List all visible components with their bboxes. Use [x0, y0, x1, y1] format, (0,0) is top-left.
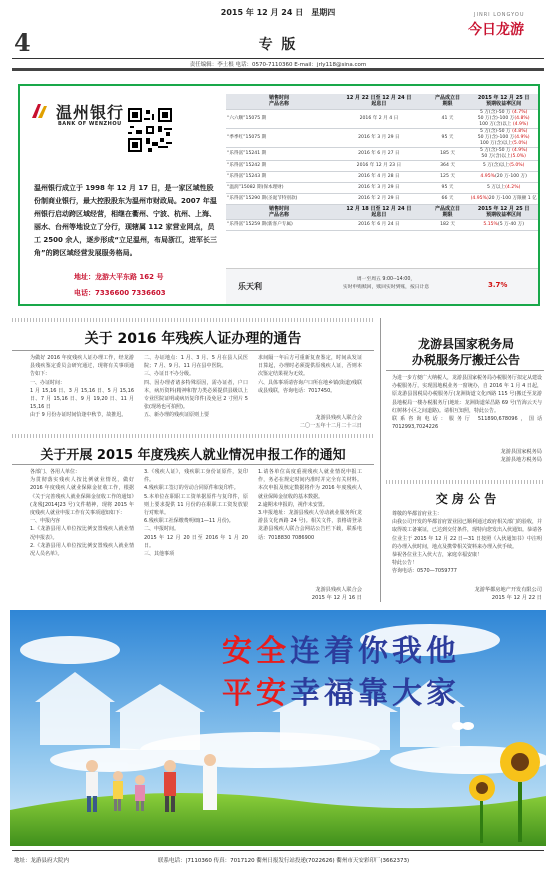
table-cell-name: “乐得富”15290 期(圣诞节特别款) [226, 193, 332, 204]
table-cell-rates [469, 128, 538, 147]
table-header-cell: 产品成立日 期限 [426, 94, 470, 109]
notice1-title: 关于 2016 年残疾人证办理的通告 [84, 331, 302, 347]
table-header-cell: 产品成立日 期限 [426, 204, 470, 219]
header-rule [12, 58, 544, 59]
bank-name-en: BANK OF WENZHOU [58, 121, 122, 127]
table-row [226, 109, 538, 128]
bank-logo-icon [30, 102, 50, 122]
table-row [226, 128, 538, 147]
banner-line-1: 安全连着你我他 [222, 634, 460, 669]
issue-date: 2015 年 12 月 24 日 星期四 [220, 8, 336, 17]
divider [12, 464, 374, 465]
transfer-notice-signature: 龙游华都房地产开发有限公司 2015 年 12 月 22 日 [474, 587, 542, 601]
table-cell-name: “乐得富”15241 期 [226, 147, 332, 160]
table-row [226, 160, 538, 171]
rate-line: 5 万以上(4.2%) [486, 184, 521, 190]
table-header-row [226, 94, 538, 109]
footer-contact: 联系电话：|7110360 传真：7017120 衢州日报发行站投递(7022626) 衢州市天安彩印厂(3662373) [158, 858, 410, 864]
rate-line: 5 万(含)-50 万 (4.7%) [479, 109, 528, 115]
rate-line: (4.95%)20 万-100 万限额 1 亿 [470, 195, 537, 201]
table-row [226, 219, 538, 230]
header-rule-thick [12, 68, 544, 71]
divider [386, 370, 544, 371]
table-cell-date: 2016 年 12 月 23 日 [332, 160, 426, 171]
table-row [226, 193, 538, 204]
table-cell-date: 2016 年 6 月 24 日 [332, 219, 426, 230]
rate-line: 4.95%(20 万-100 万) [480, 173, 527, 179]
table-row [226, 147, 538, 160]
table-cell-term: 41 天 [426, 109, 470, 128]
table-cell-term: 66 天 [426, 193, 470, 204]
bank-name: 温州银行 [56, 103, 125, 122]
tax-notice-signature: 龙游县国家税务局 龙游县地方税务局 [500, 449, 542, 463]
rate-line: 5 万(含)以上(5.0%) [482, 162, 525, 168]
section-stripe [12, 318, 374, 322]
table-cell-date: 2016 年 2 月 29 日 [332, 193, 426, 204]
rate-line: 5 万(含)-50 万 (4.8%) [479, 128, 528, 134]
table-cell-term: 364 天 [426, 160, 470, 171]
masthead-logo-en: JINRI LONGYOU [474, 12, 525, 18]
table-cell-date: 2016 年 6 月 27 日 [332, 147, 426, 160]
notice2-col3: 1.请各单位高度重视残疾人就业情况申报工作，务必在规定时间内准时并完全有关材料。本次申报及核定数据将作为 2016 年度残疾人就业保障金征收的基本数据。 2.逾期未申报的，视作未安置。 3.申报地址：龙游县残疾人劳动就业服务所(龙游县文化西路 24 号)。相关文件，表格请登录龙游县残疾人联合会网站公告栏下载，联系电话：7018830 7086900 [258, 469, 362, 541]
footer-address: 地址：龙游县府大院内 [14, 858, 70, 864]
notice2-signature: 龙游县残疾人联合会 2015 年 12 月 16 日 [311, 587, 362, 601]
table-cell-term: 95 天 [426, 182, 470, 193]
masthead-logo: 今日龙游 [468, 22, 524, 38]
rate-line: 100 万(含)以上 (4.9%) [479, 121, 529, 127]
table-header-cell: 2015 年 12 月 25 日 预期收益率区间 [469, 94, 538, 109]
table-cell-rates [469, 171, 538, 182]
rate-line: 5 万(含)-50 万 (4.9%) [479, 147, 528, 153]
rate-line: 5.15%(5 万-40 万) [483, 221, 525, 227]
rate-line: 100 万(含)以上(5.0%) [479, 140, 528, 146]
table-cell-rates [469, 160, 538, 171]
table-cell-term: 185 天 [426, 147, 470, 160]
table-cell-rates [469, 219, 538, 230]
table-cell-name: “乐得富”15259 期(新客户专属) [226, 219, 332, 230]
table-header-row [226, 204, 538, 219]
table-row [226, 182, 538, 193]
table-cell-name: “乐得富”15242 期 [226, 160, 332, 171]
safety-banner [10, 610, 546, 846]
qr-code-icon [126, 106, 174, 154]
table-cell-date: 2016 年 2 月 4 日 [332, 109, 426, 128]
notice1-col3: 求间隔一年后方可重新复查鉴定，时间从发证日算起，办理时必须提供原残疾人证，否则本次鉴定结果视为无效。 六、具体事项请咨询户口所在地乡镇(街道)残联或县残联，咨询电话：7017450。 [258, 355, 362, 394]
section-stripe [386, 480, 544, 484]
table-cell-date: 2016 年 3 月 29 日 [332, 128, 426, 147]
section-stripe [12, 434, 374, 438]
notice1-col2: 二、办证地点：1 月、3 月、5 月在县人民医院；7 月、9 月、11 月在县中医院。 三、办证日不办分级。 四、因办理者诸多特殊原因，需办证者，户口本，病历资料(精神和智力类必须提供县级以上专业医院证明或病历复印件)及免冠 2 寸照片 5 张(现场也可拍照)。 五、新办理的残疾证原则上要 [144, 355, 248, 419]
table-cell-name: “季季红”15075 期 [226, 128, 332, 147]
letianli-rate: 3.7% [488, 281, 508, 289]
notice2-col1: 各部门、各用人单位： 为贯彻落实残疾人按比例就业情况，做好 2016 年度残疾人就业保障金征收工作，根据《关于完善残疾人就业保障金征收工作的通知》(龙残[2014]23 号)文件精神，现将 2015 年度残疾人就业申报工作有关事项通知如下： 一、申报内容 1.《龙游县用人单位按比例安置残疾人就业情况申报表》。 2.《龙游县用人单位按比例安置残疾人就业情况人员名单》。 [30, 469, 134, 558]
table-cell-term: 95 天 [426, 128, 470, 147]
table-cell-name: “温润”15082 期(保本理财) [226, 182, 332, 193]
table-cell-name: “乐得富”15243 期 [226, 171, 332, 182]
letianli-label: 乐天利 [238, 282, 262, 291]
table-cell-term: 182 天 [426, 219, 470, 230]
page-number: 4 [14, 28, 31, 57]
table-cell-date: 2016 年 4 月 28 日 [332, 171, 426, 182]
letianli-desc: 周一至周五 9:00--14:00， 实时申购赎回，赎回实时到账，按日计息 [342, 277, 430, 290]
tax-notice-title: 龙游县国家税务局 办税服务厅搬迁公告 [411, 337, 520, 367]
bank-phone: 电话：7336600 7336603 [74, 289, 166, 297]
table-header-cell: 12 月 18 日至 12 月 24 日 起息日 [332, 204, 426, 219]
rate-line: 50 万(含)以上(5.0%) [481, 153, 526, 159]
table-header-cell: 2015 年 12 月 25 日 预期收益率区间 [469, 204, 538, 219]
table-cell-term: 125 天 [426, 171, 470, 182]
table-header-cell: 销售时间 产品名称 [226, 94, 332, 109]
rate-line: 50 万(含)-100 万(4.8%) [477, 115, 530, 121]
rate-line: 50 万(含)-100 万(4.9%) [477, 134, 530, 140]
transfer-notice-body: 尊敬的华都首府业主： 由我公司开发的华都首府置业园已顺利通过政府相关部门的验收，并取得竣工备案证，已达到交付条件，现特向您发出入伙通知。恭请各位业主于 2015 年 12 月 22 日—31 日按照《入伙通知书》中注明的办理入伙时间，地点及携带相关资料来办理入伙手续。 恭祝各位业主入伙大吉，家庭幸福安康！ 特此公告！ 咨询电话：0570—7059777 [392, 511, 543, 575]
letianli-product [226, 268, 538, 304]
notice2-col2: 3.《残疾人证》，残疾职工身份证原件，复印件。 4.残疾职工签订的劳动合同原件和复印件。 5.本单位在职职工工资单据原件与复印件，原则上要求提供 11 月份的在职职工工资发放银行对账单。 6.残疾职工社保缴费明细(1—11 月份)。 二、申报时间。 2015 年 12 月 20 日至 2016 年 1 月 20 日。 三、其他事项 [144, 469, 248, 558]
table-cell-rates [469, 182, 538, 193]
table-cell-date: 2016 年 3 月 29 日 [332, 182, 426, 193]
bank-description: 温州银行成立于 1998 年 12 月 17 日，是一家区域性股份制商业银行，最大控股股东为温州市财政局。2007 年温州银行启动跨区域经营，相继在衢州、宁波、杭州、上海、丽水、台州等地设立了分行，现辖属 112 家营业网点，员工 2500 余人，逐步形成“立足温州，布局浙江，进军长三角”的跨区域经营发展服务格局。 [34, 184, 217, 257]
bank-advertisement [18, 84, 540, 306]
tax-notice-body: 为进一步方便广大纳税人，龙游县国家税务局办税服务厅拟定从建设办税服务厅，实现国地税业务一窗统办，自 2016 年 1 月 4 日起，原龙游县国税局办税服务厅(龙洲街道文化西路 115 号)搬迁至龙游县地税局一楼办税服务厅(地址：龙洲街道荣昌路 69 号(竹海云天与红树林小区之间道路)。请相互知照，特此公告。 联系咨询电话：服务厅 511890,678096，国话 7012993,7024226 [392, 375, 543, 431]
notice1-signature: 龙游县残疾人联合会 二〇一五年十二月二十三日 [299, 415, 362, 429]
wealth-product-table [226, 94, 538, 231]
bank-address: 地址：龙游大平东路 162 号 [74, 273, 164, 281]
column-divider [380, 318, 381, 602]
table-cell-rates [469, 109, 538, 128]
table-header-cell: 12 月 22 日至 12 月 24 日 起息日 [332, 94, 426, 109]
divider [12, 350, 374, 351]
table-row [226, 171, 538, 182]
table-cell-rates [469, 193, 538, 204]
notice2-title: 关于开展 2015 年度残疾人就业情况申报工作的通知 [40, 448, 346, 463]
transfer-notice-title: 交 房 公 告 [435, 492, 497, 506]
table-header-cell: 销售时间 产品名称 [226, 204, 332, 219]
table-cell-name: “六六顺”15075 期 [226, 109, 332, 128]
notice1-col1: 为做好 2016 年度残疾人证办理工作，经龙游县残疾鉴定委员会研究通过，现将有关事项通告如下： 一、办证时间： 1 月 15,16 日、3 月 15,16 日、5 月 15,16 日、7 月 15,16 日、9 月 19,20 日、11 月 15,16 日 由于 9 月份办证时间恰逢中秋节，故推迟。 [30, 355, 134, 419]
editor-line: 责任编辑：李土根 电话：0570-7110360 E-mail：jrly118@sina.com [189, 62, 367, 68]
section-title: 专 版 [258, 37, 298, 53]
footer-rule [12, 850, 544, 851]
table-cell-rates [469, 147, 538, 160]
banner-line-2: 平安幸福靠大家 [222, 676, 460, 711]
